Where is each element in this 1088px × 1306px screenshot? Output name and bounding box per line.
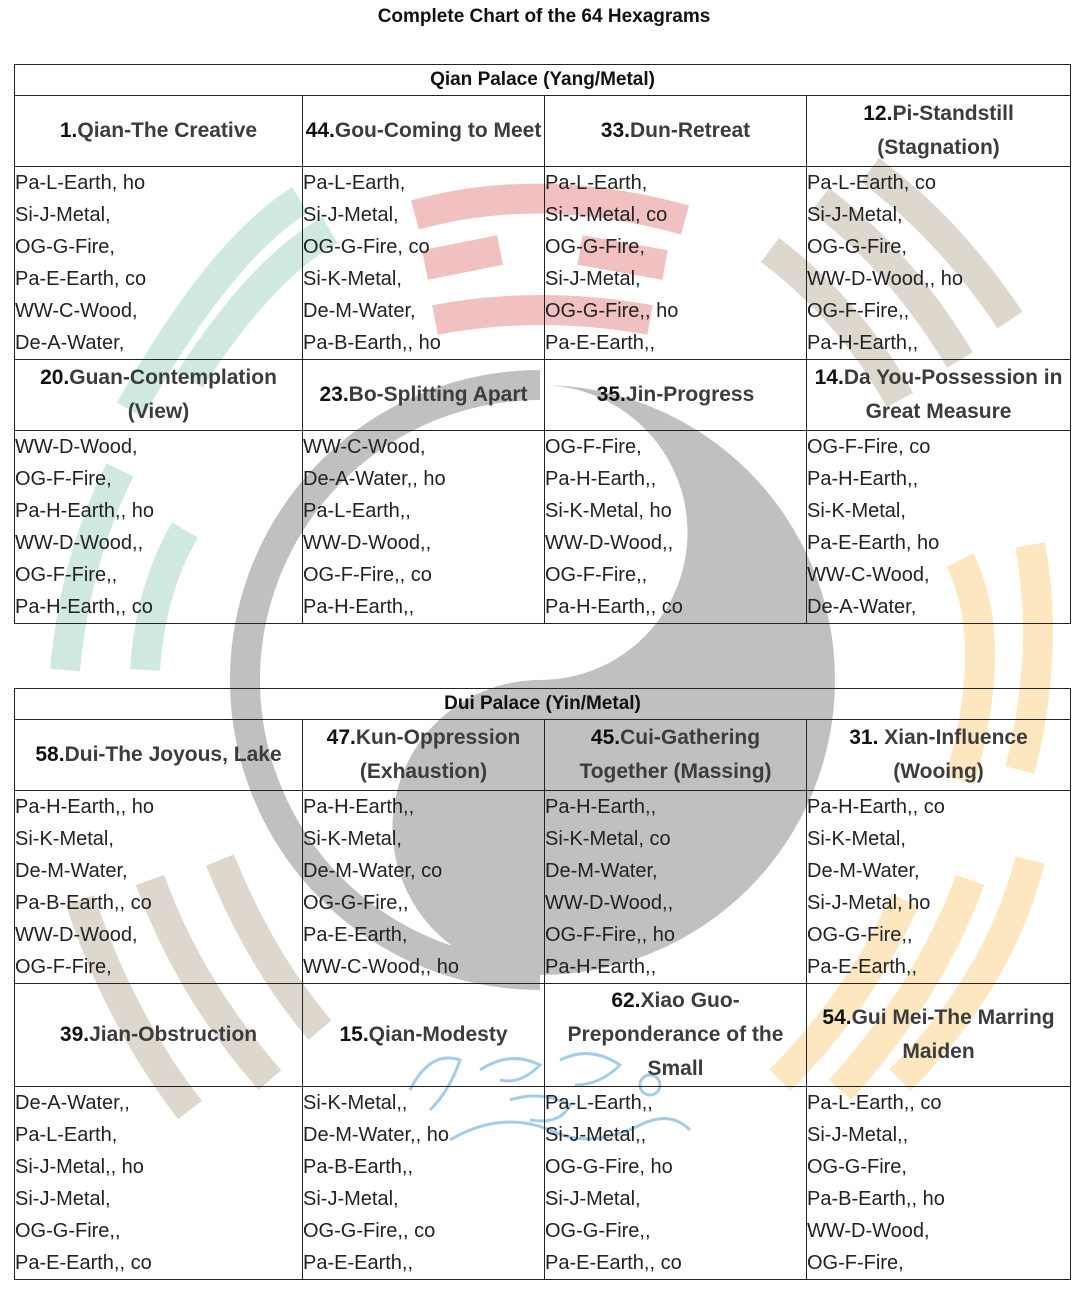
line-entry: Si-J-Metal,	[303, 204, 399, 226]
line-entry: OG-G-Fire,, ho	[545, 300, 679, 322]
hexagram-lines	[15, 431, 303, 624]
line-entry: Pa-H-Earth,, co	[15, 596, 153, 618]
line-entry: Si-J-Metal,	[545, 268, 641, 290]
line-entry: Pa-B-Earth,,	[303, 1156, 414, 1178]
hexagram-lines	[807, 167, 1071, 360]
line-entry: Pa-H-Earth,,	[807, 468, 919, 490]
line-entry: Pa-H-Earth,,	[303, 796, 415, 818]
line-entry: Si-J-Metal,	[807, 204, 903, 226]
hexagram-lines	[807, 1087, 1071, 1280]
line-entry: OG-G-Fire, ho	[545, 1156, 673, 1178]
line-entry: OG-F-Fire,,	[545, 564, 648, 586]
line-entry: WW-C-Wood,	[15, 300, 138, 322]
hexagram-lines	[807, 791, 1071, 984]
line-entry: De-A-Water,	[807, 596, 917, 618]
hexagram-title: 33.Dun-Retreat	[545, 96, 807, 167]
line-entry: Si-J-Metal, ho	[807, 892, 931, 914]
hexagram-title: 15.Qian-Modesty	[303, 984, 545, 1087]
hexagram-lines	[303, 791, 545, 984]
line-entry: OG-G-Fire,	[807, 236, 907, 258]
line-entry: Pa-B-Earth,, ho	[303, 332, 441, 354]
line-entry: Pa-L-Earth,,	[303, 500, 411, 522]
hexagram-lines	[15, 791, 303, 984]
qian-palace-table	[14, 64, 1071, 624]
line-entry: Pa-B-Earth,, co	[15, 892, 152, 914]
hexagram-lines	[545, 167, 807, 360]
line-entry: Pa-H-Earth,,	[807, 332, 919, 354]
hexagram-title: 35.Jin-Progress	[545, 360, 807, 431]
line-entry: WW-D-Wood,,	[545, 892, 674, 914]
line-entry: Pa-L-Earth, co	[807, 172, 936, 194]
hexagram-title: 31. Xian-Influence (Wooing)	[807, 720, 1071, 791]
line-entry: WW-D-Wood,	[15, 436, 138, 458]
line-entry: WW-D-Wood,	[15, 924, 138, 946]
line-entry: OG-F-Fire,	[15, 468, 112, 490]
line-entry: OG-G-Fire, co	[303, 236, 430, 258]
line-entry: Pa-H-Earth,, ho	[15, 796, 154, 818]
line-entry: Si-J-Metal,,	[545, 1124, 647, 1146]
palace-title: Dui Palace (Yin/Metal)	[15, 689, 1071, 720]
line-entry: Pa-H-Earth,, co	[807, 796, 945, 818]
line-entry: Si-K-Metal,	[303, 268, 402, 290]
line-entry: Pa-L-Earth,	[15, 1124, 118, 1146]
line-entry: Pa-E-Earth,,	[303, 1252, 414, 1274]
hexagram-lines	[303, 1087, 545, 1280]
line-entry: OG-G-Fire,,	[303, 892, 409, 914]
line-entry: Si-K-Metal,	[807, 828, 906, 850]
line-entry: Pa-L-Earth, ho	[15, 172, 146, 194]
line-entry: De-M-Water,	[15, 860, 128, 882]
line-entry: Si-J-Metal, co	[545, 204, 668, 226]
hexagram-lines	[545, 431, 807, 624]
line-entry: De-M-Water,	[545, 860, 658, 882]
line-entry: OG-G-Fire,,	[807, 924, 913, 946]
line-entry: OG-G-Fire,	[15, 236, 115, 258]
line-entry: Si-K-Metal,	[15, 828, 114, 850]
line-entry: Pa-H-Earth,, ho	[15, 500, 154, 522]
line-entry: Si-J-Metal,, ho	[15, 1156, 144, 1178]
line-entry: WW-D-Wood,, ho	[807, 268, 963, 290]
hexagram-title: 54.Gui Mei-The Marring Maiden	[807, 984, 1071, 1087]
line-entry: Si-J-Metal,,	[807, 1124, 909, 1146]
line-entry: Pa-E-Earth,, co	[15, 1252, 152, 1274]
hexagram-title: 1.Qian-The Creative	[15, 96, 303, 167]
dui-palace-table	[14, 688, 1071, 1280]
hexagram-title: 12.Pi-Standstill (Stagnation)	[807, 96, 1071, 167]
line-entry: OG-G-Fire,	[545, 236, 645, 258]
line-entry: Pa-E-Earth,	[303, 924, 408, 946]
line-entry: Pa-E-Earth,,	[807, 956, 918, 978]
line-entry: Si-K-Metal, ho	[545, 500, 672, 522]
hexagram-lines	[303, 167, 545, 360]
line-entry: WW-D-Wood,	[807, 1220, 930, 1242]
line-entry: De-A-Water,,	[15, 1092, 130, 1114]
line-entry: OG-F-Fire,	[15, 956, 112, 978]
line-entry: Pa-L-Earth,,	[545, 1092, 653, 1114]
line-entry: OG-G-Fire,,	[545, 1220, 651, 1242]
hexagram-lines	[807, 431, 1071, 624]
line-entry: De-A-Water,	[15, 332, 125, 354]
hexagram-title: 23.Bo-Splitting Apart	[303, 360, 545, 431]
line-entry: Pa-H-Earth,,	[545, 468, 657, 490]
line-entry: OG-G-Fire,,	[15, 1220, 121, 1242]
line-entry: Pa-E-Earth,,	[545, 332, 656, 354]
line-entry: Si-J-Metal,	[15, 1188, 111, 1210]
line-entry: De-M-Water, co	[303, 860, 443, 882]
line-entry: Pa-H-Earth,,	[303, 596, 415, 618]
line-entry: WW-D-Wood,,	[545, 532, 674, 554]
line-entry: De-M-Water,	[807, 860, 920, 882]
line-entry: OG-F-Fire,	[807, 1252, 904, 1274]
line-entry: WW-D-Wood,,	[15, 532, 144, 554]
line-entry: OG-F-Fire, co	[807, 436, 931, 458]
line-entry: Pa-E-Earth,, co	[545, 1252, 682, 1274]
line-entry: OG-F-Fire,,	[15, 564, 118, 586]
palace-title: Qian Palace (Yang/Metal)	[15, 65, 1071, 96]
line-entry: De-M-Water,, ho	[303, 1124, 449, 1146]
line-entry: Pa-E-Earth, co	[15, 268, 147, 290]
line-entry: Si-K-Metal,	[807, 500, 906, 522]
line-entry: Si-K-Metal,	[303, 828, 402, 850]
line-entry: Pa-L-Earth,, co	[807, 1092, 942, 1114]
line-entry: OG-G-Fire,	[807, 1156, 907, 1178]
hexagram-title: 14.Da You-Possession in Great Measure	[807, 360, 1071, 431]
line-entry: WW-C-Wood,	[807, 564, 930, 586]
line-entry: Si-K-Metal, co	[545, 828, 671, 850]
line-entry: Si-J-Metal,	[15, 204, 111, 226]
hexagram-title: 20.Guan-Contemplation (View)	[15, 360, 303, 431]
hexagram-lines	[545, 791, 807, 984]
line-entry: WW-D-Wood,,	[303, 532, 432, 554]
line-entry: OG-F-Fire,	[545, 436, 642, 458]
hexagram-lines	[303, 431, 545, 624]
hexagram-lines	[545, 1087, 807, 1280]
hexagram-lines	[15, 1087, 303, 1280]
hexagram-title: 45.Cui-Gathering Together (Massing)	[545, 720, 807, 791]
line-entry: Pa-B-Earth,, ho	[807, 1188, 945, 1210]
line-entry: Pa-H-Earth,, co	[545, 596, 683, 618]
line-entry: OG-F-Fire,, co	[303, 564, 432, 586]
line-entry: De-A-Water,, ho	[303, 468, 446, 490]
line-entry: Pa-H-Earth,,	[545, 796, 657, 818]
hexagram-title: 58.Dui-The Joyous, Lake	[15, 720, 303, 791]
hexagram-title: 44.Gou-Coming to Meet	[303, 96, 545, 167]
line-entry: OG-G-Fire,, co	[303, 1220, 436, 1242]
line-entry: Si-J-Metal,	[303, 1188, 399, 1210]
line-entry: Si-K-Metal,,	[303, 1092, 408, 1114]
line-entry: Pa-L-Earth,	[545, 172, 648, 194]
line-entry: Pa-E-Earth, ho	[807, 532, 940, 554]
line-entry: OG-F-Fire,, ho	[545, 924, 676, 946]
line-entry: WW-C-Wood,	[303, 436, 426, 458]
hexagram-lines	[15, 167, 303, 360]
line-entry: De-M-Water,	[303, 300, 416, 322]
page-title: Complete Chart of the 64 Hexagrams	[377, 6, 711, 27]
hexagram-title: 39.Jian-Obstruction	[15, 984, 303, 1087]
line-entry: OG-F-Fire,,	[807, 300, 910, 322]
line-entry: Si-J-Metal,	[545, 1188, 641, 1210]
line-entry: Pa-H-Earth,,	[545, 956, 657, 978]
hexagram-title: 62.Xiao Guo-Preponderance of the Small	[545, 984, 807, 1087]
line-entry: Pa-L-Earth,	[303, 172, 406, 194]
hexagram-title: 47.Kun-Oppression (Exhaustion)	[303, 720, 545, 791]
line-entry: WW-C-Wood,, ho	[303, 956, 459, 978]
